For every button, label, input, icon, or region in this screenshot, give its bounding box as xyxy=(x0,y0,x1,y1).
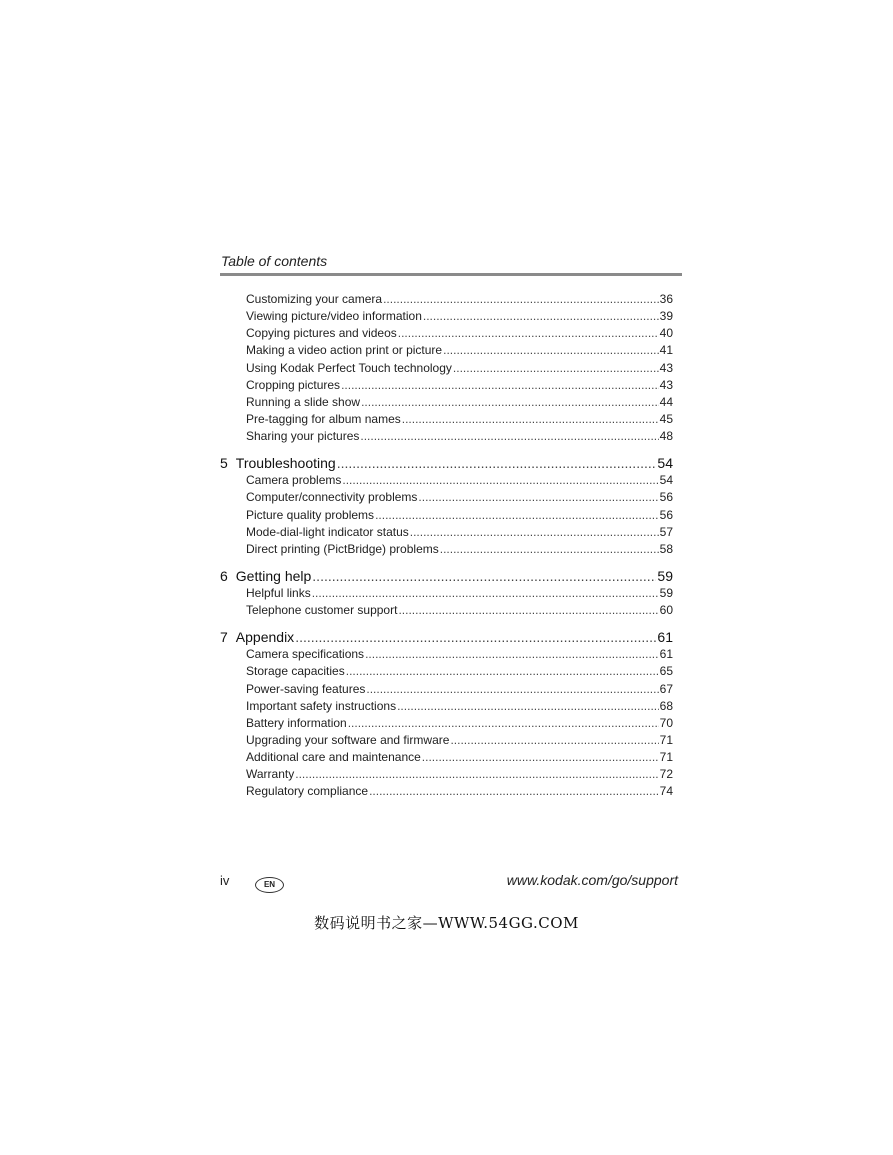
toc-page-number: 36 xyxy=(659,292,673,306)
toc-page-number: 58 xyxy=(659,541,673,556)
toc-section-entry[interactable] xyxy=(220,489,673,506)
toc-dot-leader xyxy=(418,489,658,506)
toc-section-entry[interactable] xyxy=(220,507,673,524)
toc-entry-label: Appendix xyxy=(235,629,295,646)
table-of-contents xyxy=(220,291,673,801)
toc-entry-label: Warranty xyxy=(246,767,295,782)
toc-dot-leader xyxy=(397,698,659,715)
toc-section-entry[interactable] xyxy=(220,472,673,489)
toc-page-number: 59 xyxy=(659,585,673,600)
header-divider xyxy=(220,273,682,276)
toc-entry-label: Getting help xyxy=(235,567,312,584)
toc-dot-leader xyxy=(453,360,659,377)
toc-page-number: 56 xyxy=(659,507,673,522)
toc-section-entry[interactable] xyxy=(220,732,673,749)
toc-dot-leader xyxy=(361,394,659,411)
toc-entry-label: Cropping pictures xyxy=(246,377,341,392)
toc-dot-leader xyxy=(440,541,659,558)
toc-chapter-number: 6 xyxy=(220,567,228,584)
toc-section-entry[interactable] xyxy=(220,663,673,680)
toc-section-entry[interactable] xyxy=(220,715,673,732)
toc-entry-label: Additional care and maintenance xyxy=(246,750,421,765)
toc-section-entry[interactable] xyxy=(220,749,673,766)
toc-page-number: 59 xyxy=(657,567,673,584)
toc-dot-leader xyxy=(383,291,659,308)
toc-entry-label: Battery information xyxy=(246,715,347,730)
toc-page-number: 43 xyxy=(659,360,673,375)
toc-page-number: 71 xyxy=(659,750,673,765)
toc-dot-leader xyxy=(312,568,656,585)
toc-page-number: 57 xyxy=(659,524,673,539)
toc-entry-label: Mode-dial-light indicator status xyxy=(246,524,409,539)
toc-page-number: 41 xyxy=(659,343,673,358)
toc-chapter-number: 5 xyxy=(220,455,228,472)
toc-dot-leader xyxy=(366,681,658,698)
toc-page-number: 70 xyxy=(659,715,673,730)
toc-dot-leader xyxy=(410,524,659,541)
toc-page-number: 68 xyxy=(659,698,673,713)
toc-entry-label: Camera specifications xyxy=(246,647,365,662)
toc-section-entry[interactable] xyxy=(220,783,673,800)
toc-dot-leader xyxy=(402,411,659,428)
toc-page-number: 61 xyxy=(659,647,673,662)
toc-page-number: 56 xyxy=(659,490,673,505)
toc-dot-leader xyxy=(422,749,659,766)
toc-dot-leader xyxy=(450,732,658,749)
toc-section-entry[interactable] xyxy=(220,428,673,445)
toc-section-entry[interactable] xyxy=(220,541,673,558)
toc-page-number: 45 xyxy=(659,411,673,426)
toc-page-number: 72 xyxy=(659,767,673,782)
toc-dot-leader xyxy=(295,766,658,783)
toc-dot-leader xyxy=(312,585,659,602)
toc-section-entry[interactable] xyxy=(220,360,673,377)
toc-chapter-number: 7 xyxy=(220,629,228,646)
toc-entry-label: Regulatory compliance xyxy=(246,784,369,799)
toc-entry-label: Picture quality problems xyxy=(246,507,375,522)
toc-entry-label: Viewing picture/video information xyxy=(246,309,422,324)
toc-entry-label: Running a slide show xyxy=(246,394,361,409)
toc-entry-label: Helpful links xyxy=(246,585,311,600)
toc-section-entry[interactable] xyxy=(220,698,673,715)
toc-entry-label: Pre-tagging for album names xyxy=(246,411,401,426)
toc-page-number: 65 xyxy=(659,664,673,679)
page-header-title: Table of contents xyxy=(221,253,328,269)
toc-section-entry[interactable] xyxy=(220,308,673,325)
toc-section-entry[interactable] xyxy=(220,394,673,411)
toc-entry-label: Sharing your pictures xyxy=(246,429,360,444)
toc-entry-label: Important safety instructions xyxy=(246,698,397,713)
toc-page-number: 74 xyxy=(659,784,673,799)
toc-entry-label: Direct printing (PictBridge) problems xyxy=(246,541,439,556)
toc-dot-leader xyxy=(398,325,659,342)
toc-chapter-entry[interactable] xyxy=(220,568,673,585)
toc-dot-leader xyxy=(360,428,658,445)
toc-section-entry[interactable] xyxy=(220,602,673,619)
toc-page-number: 71 xyxy=(659,732,673,747)
toc-page-number: 54 xyxy=(657,455,673,472)
toc-page-number: 40 xyxy=(659,326,673,341)
toc-page-number: 61 xyxy=(657,629,673,646)
toc-entry-label: Computer/connectivity problems xyxy=(246,490,418,505)
toc-page-number: 39 xyxy=(659,309,673,324)
toc-section-entry[interactable] xyxy=(220,291,673,308)
toc-entry-label: Telephone customer support xyxy=(246,603,398,618)
toc-chapter-entry[interactable] xyxy=(220,629,673,646)
watermark-text: 数码说明书之家—WWW.54GG.COM xyxy=(314,914,579,932)
toc-entry-label: Customizing your camera xyxy=(246,292,383,306)
toc-dot-leader xyxy=(375,507,659,524)
toc-entry-label: Power-saving features xyxy=(246,681,366,696)
toc-entry-label: Making a video action print or picture xyxy=(246,343,443,358)
toc-section-entry[interactable] xyxy=(220,585,673,602)
footer-support-link[interactable]: www.kodak.com/go/support xyxy=(506,872,678,888)
toc-page-number: 60 xyxy=(659,603,673,618)
toc-dot-leader xyxy=(369,783,659,800)
toc-page-number: 54 xyxy=(659,473,673,488)
toc-entry-label: Storage capacities xyxy=(246,664,345,679)
toc-entry-label: Camera problems xyxy=(246,473,342,488)
toc-page-number: 44 xyxy=(659,394,673,409)
toc-dot-leader xyxy=(365,646,659,663)
toc-dot-leader xyxy=(342,472,658,489)
toc-dot-leader xyxy=(337,455,657,472)
toc-page-number: 43 xyxy=(659,377,673,392)
toc-dot-leader xyxy=(346,663,659,680)
toc-section-entry[interactable] xyxy=(220,411,673,428)
toc-section-entry[interactable] xyxy=(220,342,673,359)
toc-entry-label: Copying pictures and videos xyxy=(246,326,397,341)
toc-section-entry[interactable] xyxy=(220,766,673,783)
toc-section-entry[interactable] xyxy=(220,524,673,541)
toc-section-entry[interactable] xyxy=(220,377,673,394)
toc-section-entry[interactable] xyxy=(220,681,673,698)
toc-entry-label: Troubleshooting xyxy=(235,455,336,472)
toc-section-entry[interactable] xyxy=(220,646,673,663)
toc-dot-leader xyxy=(348,715,659,732)
toc-page-number: 48 xyxy=(659,429,673,444)
toc-dot-leader xyxy=(295,629,656,646)
toc-entry-label: Using Kodak Perfect Touch technology xyxy=(246,360,452,375)
language-badge: EN xyxy=(255,877,284,893)
footer-page-number: iv xyxy=(220,873,230,888)
toc-section-entry[interactable] xyxy=(220,325,673,342)
toc-chapter-entry[interactable] xyxy=(220,455,673,472)
toc-dot-leader xyxy=(423,308,659,325)
toc-page-number: 67 xyxy=(659,681,673,696)
toc-dot-leader xyxy=(341,377,659,394)
toc-entry-label: Upgrading your software and firmware xyxy=(246,732,450,747)
toc-dot-leader xyxy=(443,342,659,359)
toc-dot-leader xyxy=(398,602,658,619)
